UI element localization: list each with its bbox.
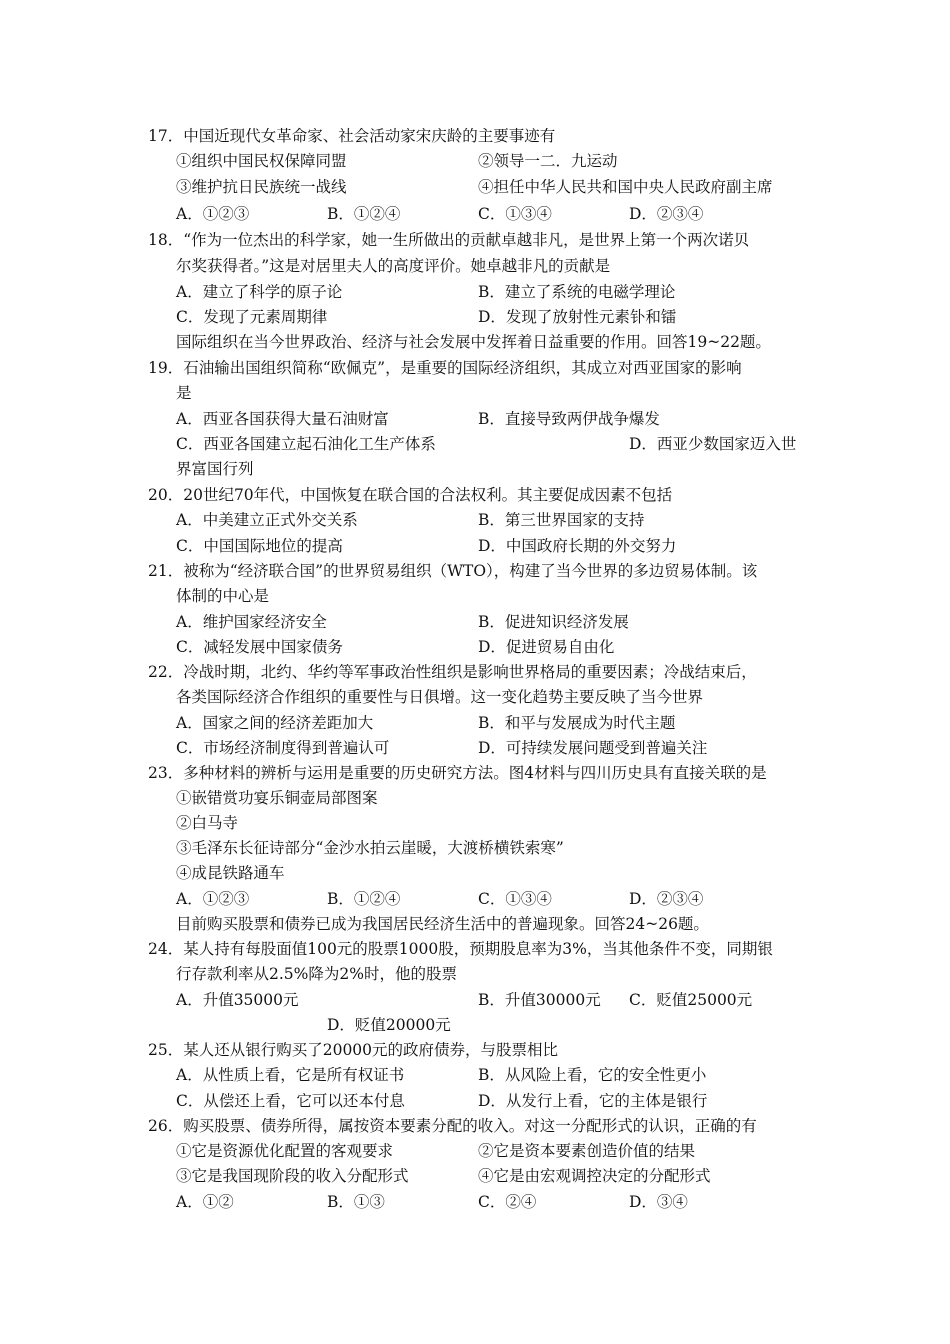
q26-option-a: A．①② <box>176 1193 234 1211</box>
q25-option-d: D．从发行上看，它的主体是银行 <box>478 1092 708 1110</box>
q26-option-c: C．②④ <box>478 1193 537 1211</box>
question-23-stem: 23．多种材料的辨析与运用是重要的历史研究方法。图4材料与四川历史具有直接关联的是 <box>148 764 767 782</box>
q17-option-c: C．①③④ <box>478 205 552 223</box>
q26-item-3: ③它是我国现阶段的收入分配形式 <box>176 1167 409 1185</box>
q20-option-a: A．中美建立正式外交关系 <box>176 511 358 529</box>
section-intro-24-26: 目前购买股票和债券已成为我国居民经济生活中的普遍现象。回答24~26题。 <box>176 915 709 933</box>
q25-option-b: B．从风险上看，它的安全性更小 <box>478 1066 707 1084</box>
q18-option-a: A．建立了科学的原子论 <box>176 283 343 301</box>
q17-option-b: B．①②④ <box>327 205 401 223</box>
q22-option-c: C．市场经济制度得到普遍认可 <box>176 739 390 757</box>
q23-option-c: C．①③④ <box>478 890 552 908</box>
q20-option-c: C．中国国际地位的提高 <box>176 537 343 555</box>
q17-item-3: ③维护抗日民族统一战线 <box>176 178 347 196</box>
q18-option-c: C．发现了元素周期律 <box>176 308 328 326</box>
question-20-stem: 20．20世纪70年代，中国恢复在联合国的合法权利。其主要促成因素不包括 <box>148 486 673 504</box>
q20-option-d: D．中国政府长期的外交努力 <box>478 537 677 555</box>
q19-option-b: B．直接导致两伊战争爆发 <box>478 410 660 428</box>
q23-option-b: B．①②④ <box>327 890 401 908</box>
question-19-stem-line2: 是 <box>176 384 192 402</box>
question-18-stem-line2: 尔奖获得者。”这是对居里夫人的高度评价。她卓越非凡的贡献是 <box>176 257 611 275</box>
q26-item-4: ④它是由宏观调控决定的分配形式 <box>478 1167 711 1185</box>
q20-option-b: B．第三世界国家的支持 <box>478 511 645 529</box>
q19-option-c: C．西亚各国建立起石油化工生产体系 <box>176 435 436 453</box>
question-22-stem-line2: 各类国际经济合作组织的重要性与日俱增。这一变化趋势主要反映了当今世界 <box>176 688 704 706</box>
question-22-stem-line1: 22．冷战时期，北约、华约等军事政治性组织是影响世界格局的重要因素；冷战结束后， <box>148 663 757 681</box>
q24-option-a: A．升值35000元 <box>176 991 299 1009</box>
question-21-stem-line1: 21．被称为“经济联合国”的世界贸易组织（WTO），构建了当今世界的多边贸易体制。该 <box>148 562 758 580</box>
q26-option-b: B．①③ <box>327 1193 385 1211</box>
q21-option-d: D．促进贸易自由化 <box>478 638 615 656</box>
question-17-stem: 17．中国近现代女革命家、社会活动家宋庆龄的主要事迹有 <box>148 127 556 145</box>
q19-option-d: D．西亚少数国家迈入世 <box>629 435 797 453</box>
q22-option-a: A．国家之间的经济差距加大 <box>176 714 374 732</box>
q21-option-b: B．促进知识经济发展 <box>478 613 629 631</box>
q25-option-a: A．从性质上看，它是所有权证书 <box>176 1066 405 1084</box>
q23-option-d: D．②③④ <box>629 890 704 908</box>
q23-item-1: ①嵌错赏功宴乐铜壶局部图案 <box>176 789 378 807</box>
q26-item-2: ②它是资本要素创造价值的结果 <box>478 1142 696 1160</box>
q17-item-1: ①组织中国民权保障同盟 <box>176 152 347 170</box>
question-24-stem-line1: 24．某人持有每股面值100元的股票1000股，预期股息率为3%，当其他条件不变，同期银 <box>148 940 773 958</box>
q24-option-d: D．贬值20000元 <box>327 1016 451 1034</box>
q23-item-3: ③毛泽东长征诗部分“金沙水拍云崖暖，大渡桥横铁索寒” <box>176 839 564 857</box>
question-19-stem-line1: 19．石油输出国组织简称“欧佩克”，是重要的国际经济组织，其成立对西亚国家的影响 <box>148 359 742 377</box>
q19-option-d-continued: 界富国行列 <box>176 460 254 478</box>
q17-item-4: ④担任中华人民共和国中央人民政府副主席 <box>478 178 773 196</box>
q26-item-1: ①它是资源优化配置的客观要求 <box>176 1142 394 1160</box>
question-21-stem-line2: 体制的中心是 <box>176 587 270 605</box>
q22-option-b: B．和平与发展成为时代主题 <box>478 714 676 732</box>
q17-option-d: D．②③④ <box>629 205 704 223</box>
q22-option-d: D．可持续发展问题受到普遍关注 <box>478 739 708 757</box>
question-26-stem: 26．购买股票、债券所得，属按资本要素分配的收入。对这一分配形式的认识，正确的有 <box>148 1117 757 1135</box>
q21-option-c: C．减轻发展中国家债务 <box>176 638 343 656</box>
q19-option-a: A．西亚各国获得大量石油财富 <box>176 410 389 428</box>
q17-item-2: ②领导一二．九运动 <box>478 152 618 170</box>
question-18-stem-line1: 18．“作为一位杰出的科学家，她一生所做出的贡献卓越非凡，是世界上第一个两次诺贝 <box>148 231 750 249</box>
q25-option-c: C．从偿还上看，它可以还本付息 <box>176 1092 405 1110</box>
q21-option-a: A．维护国家经济安全 <box>176 613 327 631</box>
q26-option-d: D．③④ <box>629 1193 688 1211</box>
q23-option-a: A．①②③ <box>176 890 250 908</box>
q18-option-d: D．发现了放射性元素钋和镭 <box>478 308 677 326</box>
section-intro-19-22: 国际组织在当今世界政治、经济与社会发展中发挥着日益重要的作用。回答19~22题。 <box>176 333 771 351</box>
question-24-stem-line2: 行存款利率从2.5%降为2%时，他的股票 <box>176 965 457 983</box>
q24-option-c: C．贬值25000元 <box>629 991 753 1009</box>
q23-item-4: ④成昆铁路通车 <box>176 864 285 882</box>
q24-option-b: B．升值30000元 <box>478 991 601 1009</box>
q23-item-2: ②白马寺 <box>176 814 239 832</box>
question-25-stem: 25．某人还从银行购买了20000元的政府债券，与股票相比 <box>148 1041 559 1059</box>
q18-option-b: B．建立了系统的电磁学理论 <box>478 283 676 301</box>
q17-option-a: A．①②③ <box>176 205 250 223</box>
